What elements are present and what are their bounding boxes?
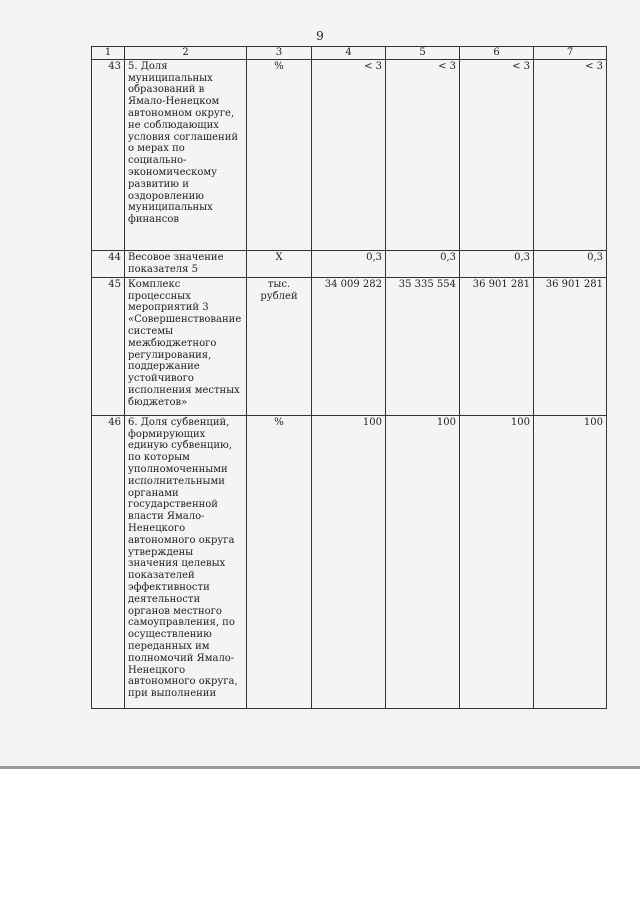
indicator-name	[125, 277, 247, 415]
value-cell: 35 335 554	[386, 277, 460, 415]
row-number: 45	[92, 277, 125, 415]
column-header: 7	[534, 47, 607, 60]
column-header: 3	[247, 47, 312, 60]
value-cell: 0,3	[386, 250, 460, 277]
indicator-name-text: 5. Доля муниципальных образований в Ямало-Ненецком автономном округе, не соблюдающих условия соглашений о мерах по социально- экономическому развитию и оздоровлению муниципальных финансов	[128, 60, 239, 226]
unit-text: тыс. рублей	[260, 278, 298, 302]
column-header: 4	[312, 47, 386, 60]
indicator-name	[125, 59, 247, 250]
unit-cell: %	[247, 415, 312, 708]
indicator-name	[125, 250, 247, 277]
page-number: 9	[316, 29, 324, 43]
value-cell: < 3	[312, 59, 386, 250]
table-row	[92, 59, 607, 250]
value-cell: 100	[386, 415, 460, 708]
row-number: 43	[92, 59, 125, 250]
column-header: 6	[460, 47, 534, 60]
value-cell: 100	[312, 415, 386, 708]
value-cell: 0,3	[312, 250, 386, 277]
table-row	[92, 250, 607, 277]
value-cell: 100	[534, 415, 607, 708]
indicator-name-text: Весовое значение показателя 5	[128, 251, 224, 275]
column-header: 2	[125, 47, 247, 60]
table-header-row	[92, 47, 607, 60]
column-header: 1	[92, 47, 125, 60]
value-cell: 0,3	[534, 250, 607, 277]
table-row	[92, 415, 607, 708]
row-number: 44	[92, 250, 125, 277]
value-cell: 100	[460, 415, 534, 708]
indicator-name	[125, 415, 247, 708]
value-cell: 0,3	[460, 250, 534, 277]
value-cell: < 3	[460, 59, 534, 250]
row-number: 46	[92, 415, 125, 708]
indicator-name-text: 6. Доля субвенций, формирующих единую субвенцию, по которым уполномоченными исполнительными органами государственной власти Ямало- Ненецкого автономного округа утверждены значения целевых показателей эффективности деятельности органов местного самоуправления, по осуществлению переданных им полномочий Ямало- Ненецкого автономного округа, при выполнении	[128, 416, 238, 700]
indicator-name-text: Комплекс процессных мероприятий 3 «Совершенствование системы межбюджетного регулирования, поддержание устойчивого исполнения местных бюджетов»	[128, 278, 242, 408]
value-cell: 34 009 282	[312, 277, 386, 415]
unit-cell	[247, 277, 312, 415]
value-cell: < 3	[534, 59, 607, 250]
unit-cell: %	[247, 59, 312, 250]
value-cell: < 3	[386, 59, 460, 250]
page-edge	[0, 766, 640, 769]
column-header: 5	[386, 47, 460, 60]
indicator-table	[91, 46, 607, 709]
unit-cell: Х	[247, 250, 312, 277]
value-cell: 36 901 281	[534, 277, 607, 415]
value-cell: 36 901 281	[460, 277, 534, 415]
table-row	[92, 277, 607, 415]
